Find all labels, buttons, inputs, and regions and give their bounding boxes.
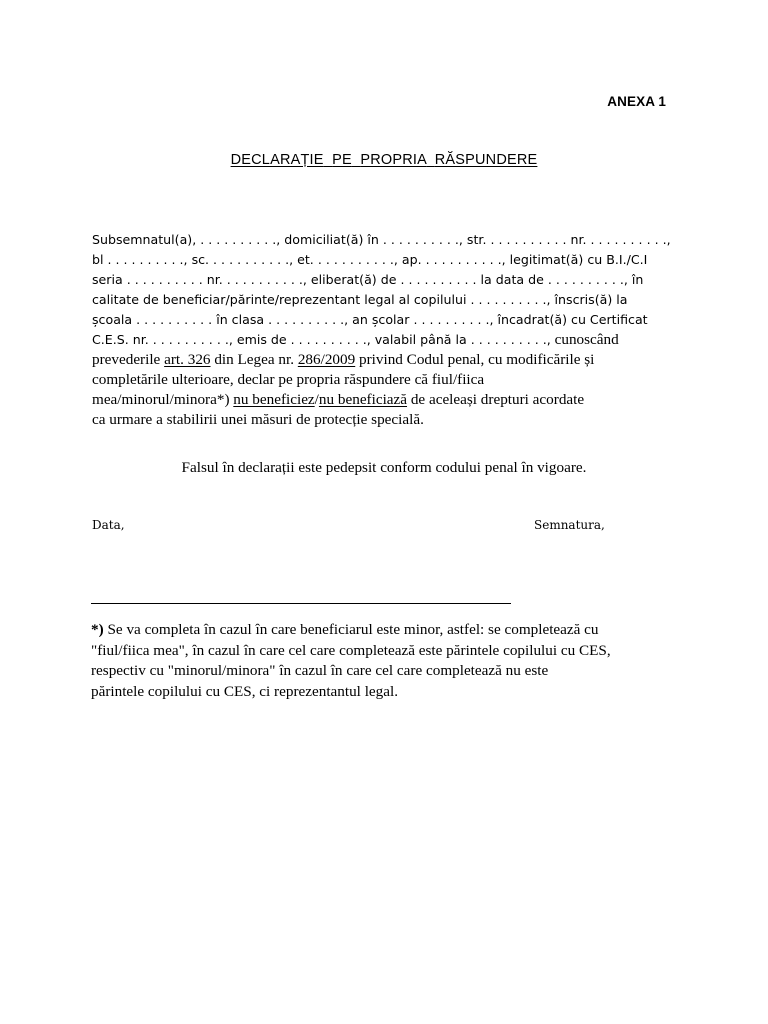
title-word-4: RĂSPUNDERE xyxy=(434,152,538,168)
body-line-4: calitate de beneficiar/părinte/reprezentant legal al copilului . . . . . . . . . ., înscris(ă) la xyxy=(92,292,628,307)
body-line-7 xyxy=(92,350,682,370)
body-line-7-start: prevederile xyxy=(92,351,165,368)
footnote-marker: *) xyxy=(91,621,104,638)
document-title xyxy=(0,152,768,168)
option-separator: / xyxy=(314,391,319,408)
body-line-1: Subsemnatul(a), . . . . . . . . . ., domiciliat(ă) în . . . . . . . . . ., str. . . . . . . . . . . nr. . . . . . . . . . ., xyxy=(92,232,671,247)
footnote-line-1 xyxy=(91,620,691,641)
title-word-1: DECLARAȚIE xyxy=(230,152,324,168)
footnote-line-2: "fiul/fiica mea", în cazul în care cel care completează este părintele copilului cu CES, xyxy=(91,641,611,659)
footnote-line-3: respectiv cu "minorul/minora" în cazul în care cel care completează nu este xyxy=(91,662,549,679)
article-link[interactable]: art. 326 xyxy=(164,351,211,368)
body-line-9-start: mea/minorul/minora*) xyxy=(92,391,234,408)
annex-label: ANEXA 1 xyxy=(607,94,666,109)
title-word-3: PROPRIA xyxy=(360,152,427,168)
body-line-3: seria . . . . . . . . . . nr. . . . . . . . . . ., eliberat(ă) de . . . . . . . . . . la data de . . . . . . . . . ., în xyxy=(92,272,644,287)
body-line-8: completările ulterioare, declar pe propria răspundere că fiul/fiica xyxy=(92,371,485,388)
body-line-2: bl . . . . . . . . . ., sc. . . . . . . . . . ., et. . . . . . . . . . ., ap. . . . . . . . . . ., legitimat(ă) cu B.I./C.I xyxy=(92,252,648,267)
signature-label: Semnatura, xyxy=(534,518,605,532)
body-line-5: școala . . . . . . . . . . în clasa . . . . . . . . . ., an școlar . . . . . . . . . ., încadrat(ă) cu Certificat xyxy=(92,312,648,327)
footnote-divider xyxy=(91,603,511,604)
title-word-2: PE xyxy=(332,152,352,168)
footnote-line-1-text: Se va completa în cazul în care beneficiarul este minor, astfel: se completează cu xyxy=(103,621,599,638)
body-line-6-cunoscand: cunoscând xyxy=(550,331,619,348)
option-nu-beneficiez: nu beneficiez xyxy=(233,391,315,408)
date-label: Data, xyxy=(92,518,125,532)
body-line-9-end: de aceleași drepturi acordate xyxy=(407,391,585,408)
body-line-10: ca urmare a stabilirii unei măsuri de protecție specială. xyxy=(92,411,424,428)
declaration-body xyxy=(92,230,682,430)
footnote-line-4: părintele copilului cu CES, ci reprezentantul legal. xyxy=(91,682,399,700)
body-line-7-end: privind Codul penal, cu modificările și xyxy=(355,351,595,368)
body-line-6-text: C.E.S. nr. . . . . . . . . . ., emis de . . . . . . . . . ., valabil până la . . . . . . . . . ., xyxy=(92,332,551,347)
body-line-7-mid: din Legea nr. xyxy=(210,351,298,368)
body-line-6 xyxy=(92,330,682,350)
law-link[interactable]: 286/2009 xyxy=(297,351,356,368)
footnote xyxy=(91,620,691,702)
option-nu-beneficiaza: nu beneficiază xyxy=(318,391,408,408)
penal-statement: Falsul în declarații este pedepsit conform codului penal în vigoare. xyxy=(181,459,587,476)
body-line-9 xyxy=(92,390,682,410)
